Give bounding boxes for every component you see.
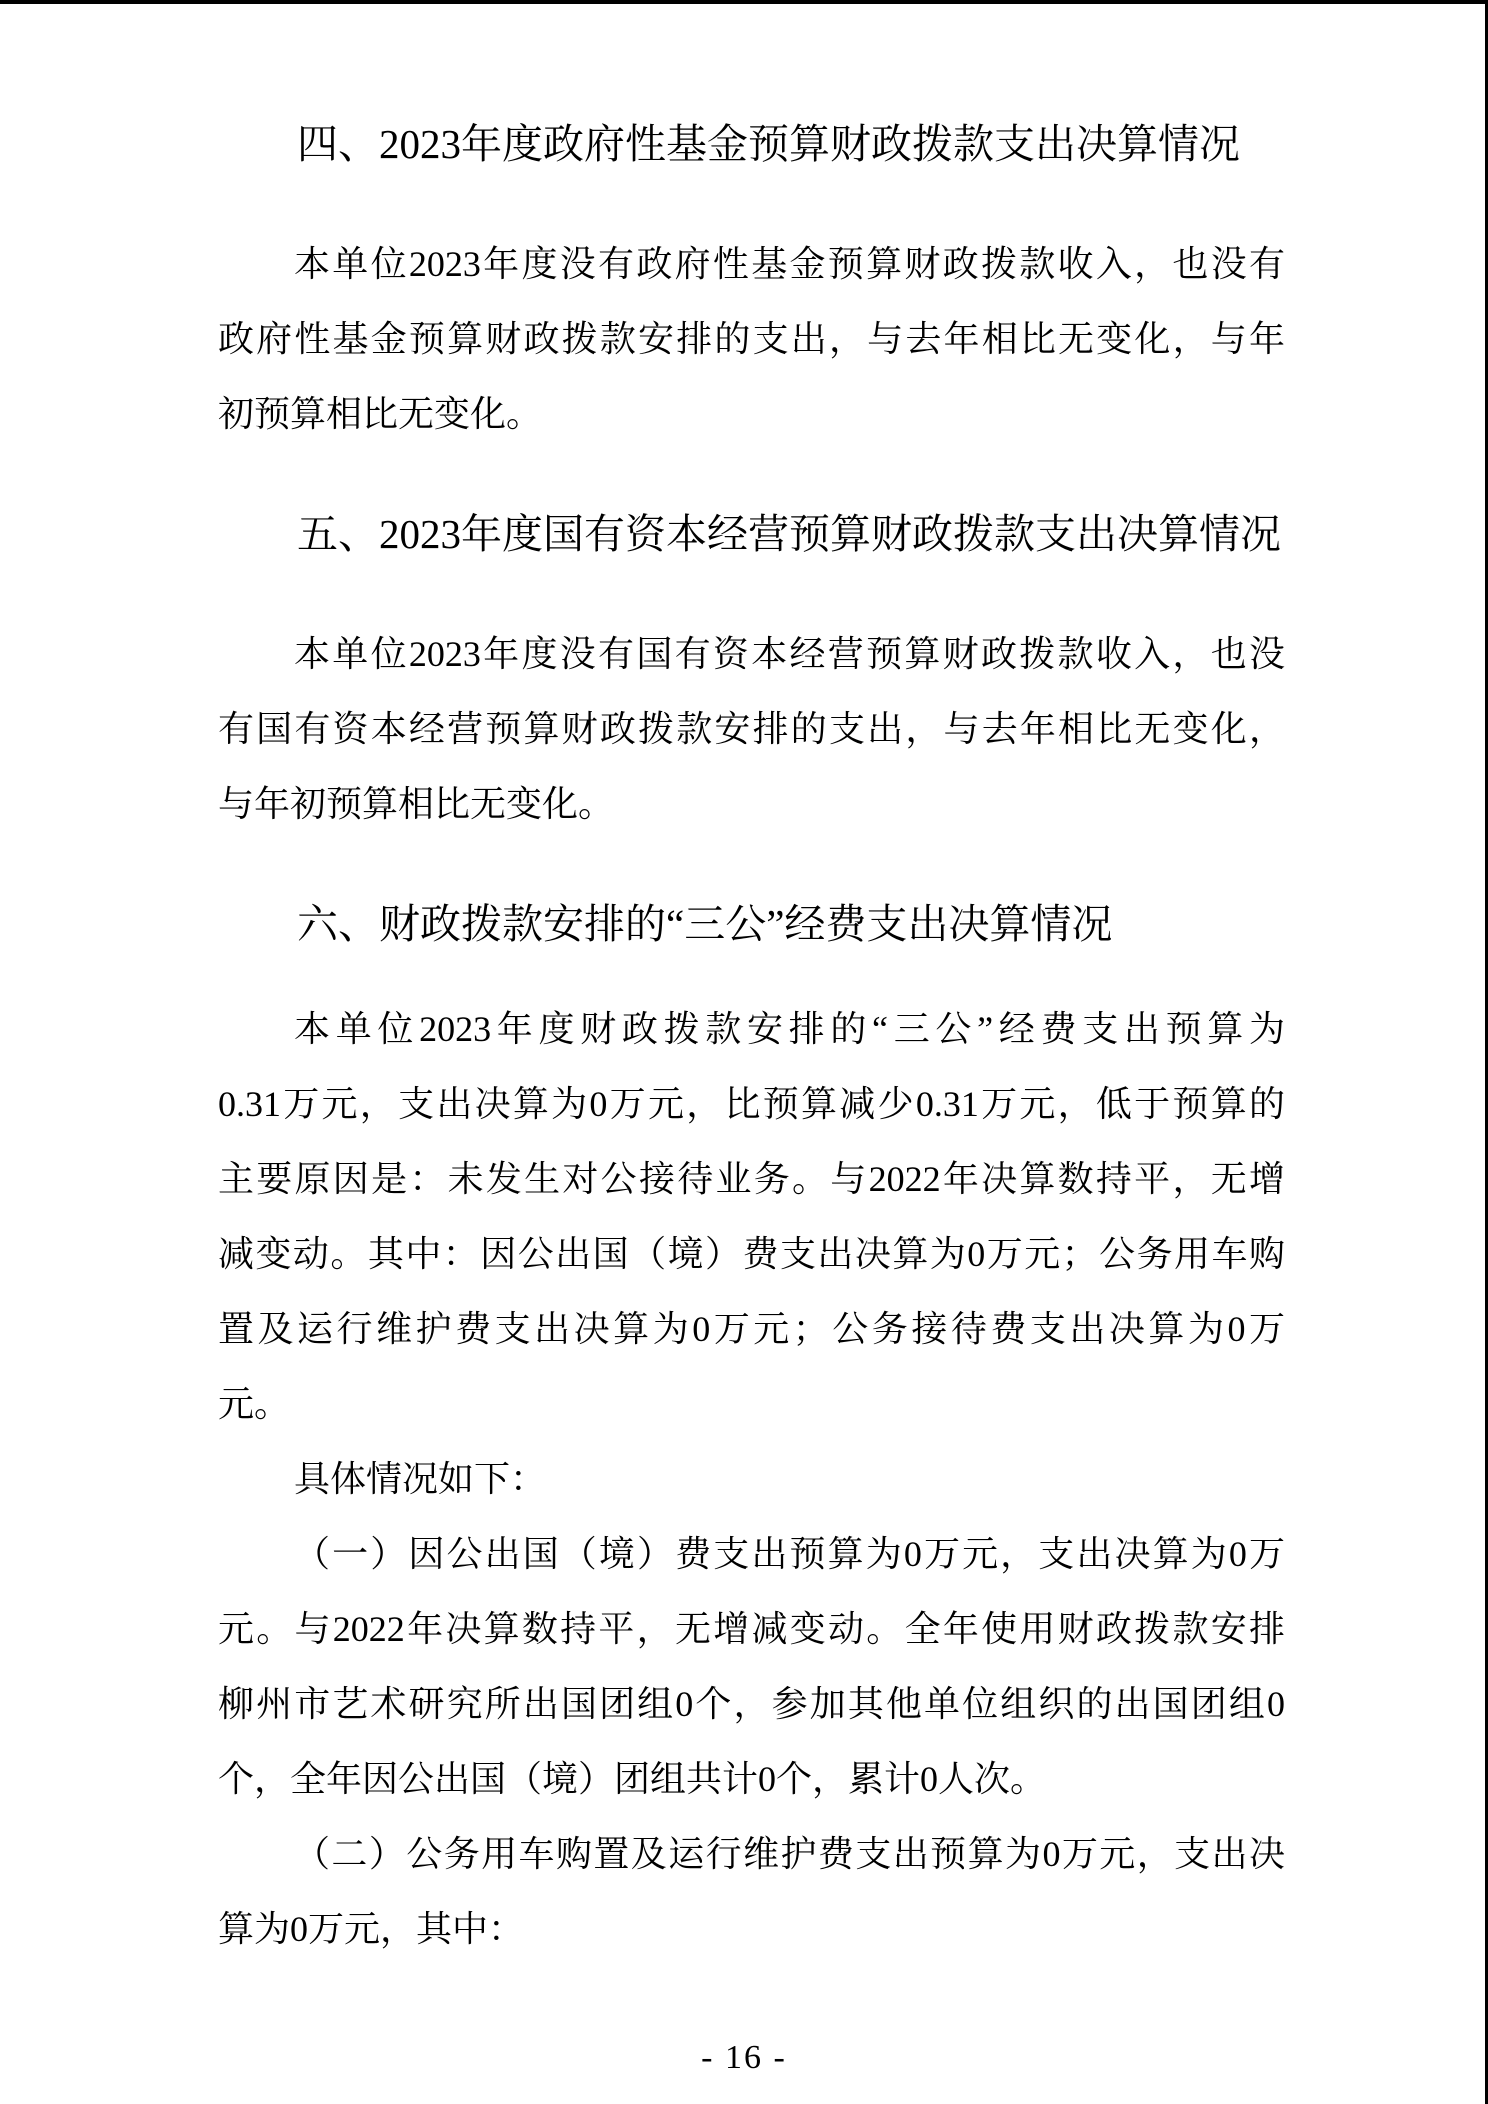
section-6-paragraph-4-line-1: （二）公务用车购置及运行维护费支出预算为0万元，支出决 xyxy=(294,1834,1285,1874)
section-6-paragraph-4-line-2: 算为0万元，其中： xyxy=(218,1909,525,1949)
section-6-paragraph-3-line-4: 个，全年因公出国（境）团组共计0个，累计0人次。 xyxy=(218,1759,1047,1799)
section-6-paragraph-2-line-1: 具体情况如下： xyxy=(294,1459,547,1499)
section-6-heading: 六、财政拨款安排的“三公”经费支出决算情况 xyxy=(297,901,1113,947)
page-content xyxy=(218,107,1285,1967)
section-4-paragraph-line-1: 本单位2023年度没有政府性基金预算财政拨款收入，也没有 xyxy=(294,244,1285,284)
section-4-paragraph-line-2: 政府性基金预算财政拨款安排的支出，与去年相比无变化，与年 xyxy=(218,319,1285,359)
section-6-paragraph-1-line-6: 元。 xyxy=(218,1384,291,1424)
section-5-paragraph-line-3: 与年初预算相比无变化。 xyxy=(218,784,615,824)
section-6-paragraph-1-line-1: 本单位2023年度财政拨款安排的“三公”经费支出预算为 xyxy=(294,1009,1285,1049)
section-6-paragraph-3-line-3: 柳州市艺术研究所出国团组0个，参加其他单位组织的出国团组0 xyxy=(218,1684,1285,1724)
section-5-heading: 五、2023年度国有资本经营预算财政拨款支出决算情况 xyxy=(297,511,1281,557)
page-number: - 16 - xyxy=(701,2039,787,2076)
section-6-paragraph-1-line-5: 置及运行维护费支出决算为0万元；公务接待费支出决算为0万 xyxy=(218,1309,1285,1349)
section-5-paragraph-line-1: 本单位2023年度没有国有资本经营预算财政拨款收入，也没 xyxy=(294,634,1285,674)
scan-edge-top-artifact xyxy=(0,0,1488,4)
section-6-paragraph-1-line-2: 0.31万元，支出决算为0万元，比预算减少0.31万元，低于预算的 xyxy=(218,1084,1285,1124)
section-6-paragraph-1-line-3: 主要原因是：未发生对公接待业务。与2022年决算数持平，无增 xyxy=(218,1159,1285,1199)
section-6-paragraph-1-line-4: 减变动。其中：因公出国（境）费支出决算为0万元；公务用车购 xyxy=(218,1234,1285,1274)
section-4-paragraph-line-3: 初预算相比无变化。 xyxy=(218,394,543,434)
section-4-heading: 四、2023年度政府性基金预算财政拨款支出决算情况 xyxy=(297,121,1240,167)
section-6-paragraph-3-line-2: 元。与2022年决算数持平，无增减变动。全年使用财政拨款安排 xyxy=(218,1609,1285,1649)
section-5-paragraph-line-2: 有国有资本经营预算财政拨款安排的支出，与去年相比无变化， xyxy=(218,709,1285,749)
section-6-paragraph-3-line-1: （一）因公出国（境）费支出预算为0万元，支出决算为0万 xyxy=(294,1534,1285,1574)
